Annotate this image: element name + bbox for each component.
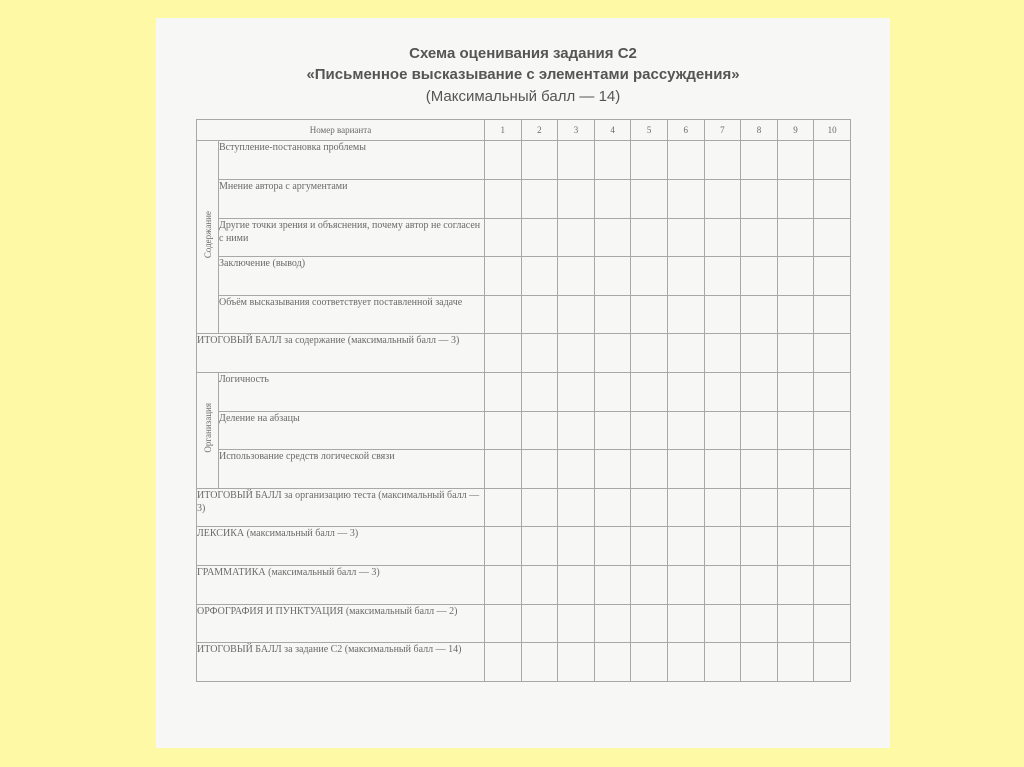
score-cell[interactable] [521, 295, 558, 334]
score-cell[interactable] [704, 218, 741, 257]
score-cell[interactable] [667, 566, 704, 605]
score-cell[interactable] [667, 604, 704, 643]
variant-header: 1 [485, 120, 522, 141]
score-cell[interactable] [594, 643, 631, 682]
score-cell[interactable] [741, 141, 778, 180]
score-cell[interactable] [741, 450, 778, 489]
score-cell[interactable] [814, 488, 851, 527]
score-cell[interactable] [485, 411, 522, 450]
score-cell[interactable] [485, 527, 522, 566]
score-cell[interactable] [667, 411, 704, 450]
score-cell[interactable] [521, 141, 558, 180]
score-cell[interactable] [631, 488, 668, 527]
table-row [197, 411, 851, 450]
score-cell[interactable] [667, 372, 704, 411]
score-cell[interactable] [558, 488, 595, 527]
table-row [197, 604, 851, 643]
variant-header: 8 [741, 120, 778, 141]
score-cell[interactable] [814, 450, 851, 489]
criterion-label: Другие точки зрения и объяснения, почему автор не согласен с ними [219, 218, 485, 257]
header-row [197, 120, 851, 141]
score-cell[interactable] [667, 450, 704, 489]
document-title: Схема оценивания задания С2 [409, 45, 637, 62]
score-cell[interactable] [741, 179, 778, 218]
score-cell[interactable] [777, 372, 814, 411]
variant-header: 2 [521, 120, 558, 141]
table-row [197, 527, 851, 566]
score-cell[interactable] [741, 566, 778, 605]
score-cell[interactable] [741, 643, 778, 682]
variant-header: 4 [594, 120, 631, 141]
score-cell[interactable] [485, 218, 522, 257]
score-cell[interactable] [777, 179, 814, 218]
criterion-label: Логичность [219, 372, 485, 411]
score-cell[interactable] [704, 257, 741, 296]
score-cell[interactable] [814, 604, 851, 643]
max-score-note: (Максимальный балл — 14) [425, 88, 621, 105]
score-cell[interactable] [741, 218, 778, 257]
score-cell[interactable] [594, 372, 631, 411]
score-cell[interactable] [704, 372, 741, 411]
score-cell[interactable] [741, 488, 778, 527]
table-row [197, 179, 851, 218]
document-page [156, 18, 890, 748]
score-cell[interactable] [631, 334, 668, 373]
score-cell[interactable] [521, 488, 558, 527]
score-cell[interactable] [814, 141, 851, 180]
score-cell[interactable] [594, 334, 631, 373]
score-cell[interactable] [741, 295, 778, 334]
score-cell[interactable] [741, 334, 778, 373]
section-label-content: Содержание [197, 141, 219, 334]
grammar-label: ГРАММАТИКА (максимальный балл — 3) [197, 566, 485, 605]
score-cell[interactable] [777, 604, 814, 643]
table-row [197, 372, 851, 411]
score-cell[interactable] [631, 643, 668, 682]
score-cell[interactable] [485, 488, 522, 527]
score-cell[interactable] [485, 604, 522, 643]
variant-header: 5 [631, 120, 668, 141]
score-cell[interactable] [594, 488, 631, 527]
table-row [197, 257, 851, 296]
score-cell[interactable] [667, 527, 704, 566]
score-cell[interactable] [777, 643, 814, 682]
lexis-label: ЛЕКСИКА (максимальный балл — 3) [197, 527, 485, 566]
score-cell[interactable] [814, 372, 851, 411]
score-cell[interactable] [741, 411, 778, 450]
score-cell[interactable] [521, 643, 558, 682]
score-cell[interactable] [485, 141, 522, 180]
table-row [197, 566, 851, 605]
assessment-table [196, 119, 851, 682]
score-cell[interactable] [814, 295, 851, 334]
score-cell[interactable] [631, 411, 668, 450]
score-cell[interactable] [741, 257, 778, 296]
score-cell[interactable] [631, 295, 668, 334]
score-cell[interactable] [631, 257, 668, 296]
table-row [197, 218, 851, 257]
score-cell[interactable] [558, 411, 595, 450]
score-cell[interactable] [667, 295, 704, 334]
table-row [197, 295, 851, 334]
score-cell[interactable] [814, 334, 851, 373]
score-cell[interactable] [704, 566, 741, 605]
score-cell[interactable] [558, 643, 595, 682]
score-cell[interactable] [485, 295, 522, 334]
score-cell[interactable] [521, 179, 558, 218]
score-cell[interactable] [667, 141, 704, 180]
score-cell[interactable] [558, 450, 595, 489]
score-cell[interactable] [631, 141, 668, 180]
score-cell[interactable] [594, 295, 631, 334]
score-cell[interactable] [814, 179, 851, 218]
score-cell[interactable] [667, 218, 704, 257]
variant-header: 3 [558, 120, 595, 141]
score-cell[interactable] [814, 257, 851, 296]
score-cell[interactable] [521, 604, 558, 643]
score-cell[interactable] [814, 643, 851, 682]
score-cell[interactable] [777, 141, 814, 180]
score-cell[interactable] [631, 450, 668, 489]
table-row [197, 450, 851, 489]
score-cell[interactable] [521, 257, 558, 296]
criterion-label: Вступление-постановка проблемы [219, 141, 485, 180]
score-cell[interactable] [594, 604, 631, 643]
score-cell[interactable] [521, 566, 558, 605]
score-cell[interactable] [485, 643, 522, 682]
score-cell[interactable] [558, 257, 595, 296]
score-cell[interactable] [777, 218, 814, 257]
table-row-total [197, 643, 851, 682]
score-cell[interactable] [558, 566, 595, 605]
score-cell[interactable] [814, 411, 851, 450]
score-cell[interactable] [631, 179, 668, 218]
variant-header: 9 [777, 120, 814, 141]
score-cell[interactable] [631, 218, 668, 257]
score-cell[interactable] [558, 527, 595, 566]
spelling-punctuation-label: ОРФОГРАФИЯ И ПУНКТУАЦИЯ (максимальный балл — 2) [197, 604, 485, 643]
score-cell[interactable] [521, 334, 558, 373]
score-cell[interactable] [704, 527, 741, 566]
score-cell[interactable] [777, 450, 814, 489]
variant-number-header: Номер варианта [197, 120, 485, 141]
criterion-label: Деление на абзацы [219, 411, 485, 450]
score-cell[interactable] [594, 450, 631, 489]
table-row-total [197, 488, 851, 527]
score-cell[interactable] [594, 257, 631, 296]
variant-header: 7 [704, 120, 741, 141]
score-cell[interactable] [521, 372, 558, 411]
score-cell[interactable] [704, 488, 741, 527]
score-cell[interactable] [594, 218, 631, 257]
score-cell[interactable] [631, 566, 668, 605]
score-cell[interactable] [521, 218, 558, 257]
content-total-label: ИТОГОВЫЙ БАЛЛ за содержание (максимальный балл — 3) [197, 334, 485, 373]
score-cell[interactable] [485, 372, 522, 411]
score-cell[interactable] [704, 643, 741, 682]
score-cell[interactable] [777, 411, 814, 450]
score-cell[interactable] [704, 604, 741, 643]
score-cell[interactable] [667, 643, 704, 682]
score-cell[interactable] [594, 527, 631, 566]
score-cell[interactable] [704, 179, 741, 218]
score-cell[interactable] [777, 257, 814, 296]
score-cell[interactable] [704, 450, 741, 489]
score-cell[interactable] [558, 334, 595, 373]
score-cell[interactable] [631, 604, 668, 643]
score-cell[interactable] [814, 218, 851, 257]
score-cell[interactable] [741, 372, 778, 411]
score-cell[interactable] [558, 604, 595, 643]
table-row [197, 141, 851, 180]
score-cell[interactable] [521, 411, 558, 450]
criterion-label: Мнение автора с аргументами [219, 179, 485, 218]
score-cell[interactable] [558, 141, 595, 180]
score-cell[interactable] [594, 141, 631, 180]
score-cell[interactable] [594, 411, 631, 450]
score-cell[interactable] [558, 179, 595, 218]
score-cell[interactable] [814, 566, 851, 605]
score-cell[interactable] [777, 334, 814, 373]
task-total-label: ИТОГОВЫЙ БАЛЛ за задание С2 (максимальный балл — 14) [197, 643, 485, 682]
criterion-label: Заключение (вывод) [219, 257, 485, 296]
score-cell[interactable] [667, 179, 704, 218]
criterion-label: Использование средств логической связи [219, 450, 485, 489]
score-cell[interactable] [777, 488, 814, 527]
score-cell[interactable] [667, 334, 704, 373]
score-cell[interactable] [667, 257, 704, 296]
table-row-total [197, 334, 851, 373]
organization-total-label: ИТОГОВЫЙ БАЛЛ за организацию теста (максимальный балл — 3) [197, 488, 485, 527]
score-cell[interactable] [814, 527, 851, 566]
score-cell[interactable] [704, 334, 741, 373]
score-cell[interactable] [704, 411, 741, 450]
score-cell[interactable] [558, 218, 595, 257]
score-cell[interactable] [741, 604, 778, 643]
score-cell[interactable] [704, 295, 741, 334]
score-cell[interactable] [485, 334, 522, 373]
score-cell[interactable] [777, 295, 814, 334]
criterion-label: Объём высказывания соответствует поставленной задаче [219, 295, 485, 334]
score-cell[interactable] [558, 372, 595, 411]
document-subtitle: «Письменное высказывание с элементами рассуждения» [306, 66, 740, 83]
section-label-organization: Организация [197, 372, 219, 488]
score-cell[interactable] [485, 566, 522, 605]
score-cell[interactable] [594, 179, 631, 218]
score-cell[interactable] [631, 527, 668, 566]
score-cell[interactable] [521, 527, 558, 566]
score-cell[interactable] [741, 527, 778, 566]
variant-header: 6 [667, 120, 704, 141]
score-cell[interactable] [594, 566, 631, 605]
score-cell[interactable] [521, 450, 558, 489]
score-cell[interactable] [558, 295, 595, 334]
score-cell[interactable] [667, 488, 704, 527]
score-cell[interactable] [704, 141, 741, 180]
variant-header: 10 [814, 120, 851, 141]
score-cell[interactable] [485, 179, 522, 218]
score-cell[interactable] [485, 450, 522, 489]
score-cell[interactable] [777, 566, 814, 605]
score-cell[interactable] [485, 257, 522, 296]
score-cell[interactable] [631, 372, 668, 411]
score-cell[interactable] [777, 527, 814, 566]
